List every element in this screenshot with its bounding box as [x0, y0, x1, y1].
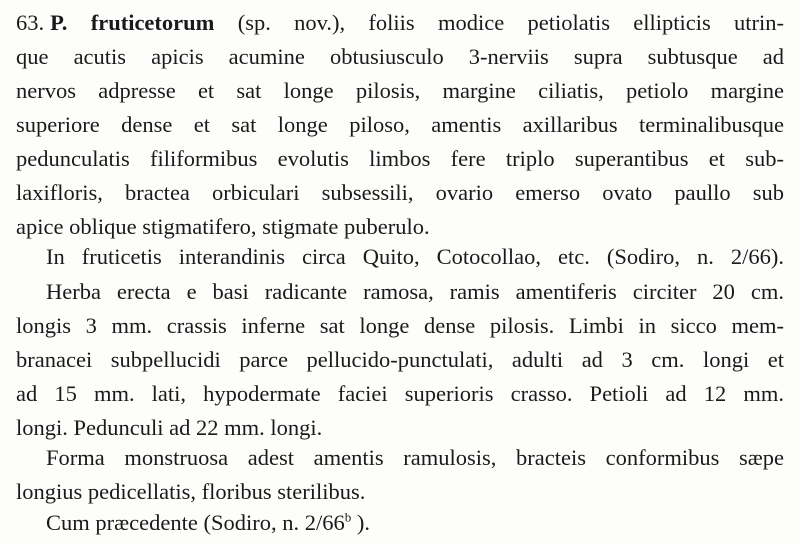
description-line: Herba erecta e basi radicante ramosa, ramis amentiferis circiter 20 cm. [46, 279, 784, 304]
description-line: ad 15 mm. lati, hypodermate faciei superioris crasso. Petioli ad 12 mm. [16, 381, 784, 406]
diagnosis-line: que acutis apicis acumine obtusiusculo 3-nerviis supra subtusque ad [16, 44, 784, 69]
species-name: P. fruticetorum [50, 10, 215, 35]
entry-number: 63. [16, 10, 45, 35]
cum-text: Cum præcedente (Sodiro, n. 2/66 [46, 510, 345, 535]
description-line: branacei subpellucidi parce pellucido-punctulati, adulti ad 3 cm. longi et [16, 347, 784, 372]
diagnosis-line: nervos adpresse et sat longe pilosis, margine ciliatis, petiolo margine [16, 78, 784, 103]
description-line: longi. Pedunculi ad 22 mm. longi. [16, 415, 323, 440]
forma-line: longius pedicellatis, floribus sterilibus. [16, 479, 366, 504]
forma-line: Forma monstruosa adest amentis ramulosis, bracteis conformibus sæpe [46, 445, 784, 470]
diagnosis-line: (sp. nov.), foliis modice petiolatis ellipticis utrin- [214, 10, 784, 35]
cum-superscript: b [344, 509, 352, 525]
diagnosis-line: pedunculatis filiformibus evolutis limbos fere triplo superantibus et sub- [16, 146, 784, 171]
diagnosis-line: laxifloris, bractea orbiculari subsessili, ovario emerso ovato paullo sub [16, 180, 784, 205]
cum-line [46, 506, 784, 540]
cum-end: ). [351, 510, 370, 535]
locality-line: In fruticetis interandinis circa Quito, Cotocollao, etc. (Sodiro, n. 2/66). [46, 244, 784, 269]
entry-heading-line [16, 6, 784, 40]
diagnosis-line: superiore dense et sat longe piloso, amentis axillaribus terminalibusque [16, 112, 784, 137]
diagnosis-line: apice oblique stigmatifero, stigmate puberulo. [16, 214, 430, 239]
description-line: longis 3 mm. crassis inferne sat longe dense pilosis. Limbi in sicco mem- [16, 313, 784, 338]
